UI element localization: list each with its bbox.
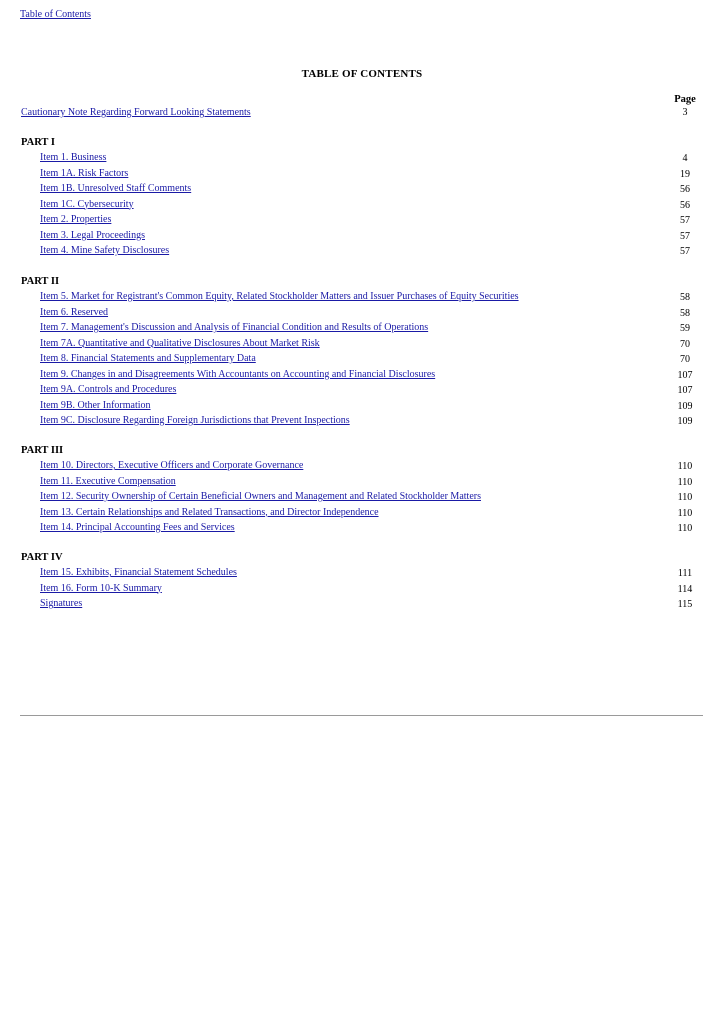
toc-item-link[interactable]: Item 5. Market for Registrant's Common Equity, Related Stockholder Matters and Issuer Purchases of Equity Securities bbox=[40, 291, 519, 302]
toc-item-link[interactable]: Item 9C. Disclosure Regarding Foreign Jurisdictions that Prevent Inspections bbox=[40, 415, 350, 426]
toc-item-link[interactable]: Item 9. Changes in and Disagreements With Accountants on Accounting and Financial Disclosures bbox=[40, 368, 436, 380]
toc-page-number: 3 bbox=[682, 107, 688, 118]
toc-page-number: 58 bbox=[680, 307, 690, 319]
toc-page-number: 70 bbox=[680, 354, 690, 365]
toc-page-number: 107 bbox=[677, 385, 693, 396]
toc-item-link[interactable]: Item 11. Executive Compensation bbox=[40, 475, 176, 487]
toc-page-number: 111 bbox=[677, 568, 693, 579]
table-of-contents-link[interactable]: Table of Contents bbox=[20, 9, 91, 20]
toc-page-number: 70 bbox=[680, 338, 690, 350]
toc-page-number: 110 bbox=[677, 507, 693, 519]
part-heading: PART I bbox=[21, 137, 55, 148]
toc-page-number: 109 bbox=[677, 416, 693, 427]
page-title: TABLE OF CONTENTS bbox=[301, 68, 423, 80]
toc-page-number: 57 bbox=[680, 215, 690, 226]
page-column-header: Page bbox=[674, 94, 696, 105]
toc-page-number: 4 bbox=[682, 153, 688, 164]
toc-item-link[interactable]: Item 8. Financial Statements and Supplementary Data bbox=[40, 353, 256, 364]
toc-page-number: 110 bbox=[677, 476, 693, 488]
page-divider bbox=[20, 715, 703, 716]
toc-item-link[interactable]: Item 13. Certain Relationships and Related Transactions, and Director Independence bbox=[40, 506, 379, 518]
toc-page-number: 59 bbox=[680, 323, 690, 334]
toc-item-link[interactable]: Item 3. Legal Proceedings bbox=[40, 229, 145, 241]
toc-page-number: 19 bbox=[680, 168, 690, 180]
toc-page-number: 107 bbox=[677, 369, 693, 381]
toc-item-link[interactable]: Item 7. Management's Discussion and Analysis of Financial Condition and Results of Operations bbox=[40, 322, 429, 333]
toc-item-link[interactable]: Item 14. Principal Accounting Fees and Services bbox=[40, 522, 235, 533]
toc-page-number: 56 bbox=[680, 184, 690, 195]
toc-item-link[interactable]: Item 6. Reserved bbox=[40, 306, 109, 318]
toc-item-link[interactable]: Item 9A. Controls and Procedures bbox=[40, 384, 177, 395]
toc-page-number: 109 bbox=[677, 400, 693, 412]
toc-link-cautionary[interactable]: Cautionary Note Regarding Forward Looking Statements bbox=[21, 107, 251, 118]
toc-item-link[interactable]: Item 9B. Other Information bbox=[40, 399, 151, 411]
toc-page-number: 57 bbox=[680, 246, 690, 257]
part-heading: PART III bbox=[21, 445, 64, 456]
toc-item-link[interactable]: Item 10. Directors, Executive Officers and Corporate Governance bbox=[40, 460, 304, 471]
toc-page-number: 110 bbox=[677, 523, 693, 534]
toc-item-link[interactable]: Signatures bbox=[40, 598, 83, 609]
toc-item-link[interactable]: Item 7A. Quantitative and Qualitative Disclosures About Market Risk bbox=[40, 337, 320, 349]
part-heading: PART IV bbox=[21, 552, 63, 563]
toc-page-number: 115 bbox=[677, 599, 693, 610]
toc-page-number: 114 bbox=[677, 583, 693, 595]
toc-item-link[interactable]: Item 2. Properties bbox=[40, 214, 112, 225]
toc-page-number: 56 bbox=[680, 199, 690, 211]
toc-page-number: 58 bbox=[680, 292, 690, 303]
toc-page-number: 110 bbox=[677, 461, 693, 472]
toc-item-link[interactable]: Item 4. Mine Safety Disclosures bbox=[40, 245, 170, 256]
toc-item-link[interactable]: Item 1. Business bbox=[40, 152, 107, 163]
toc-item-link[interactable]: Item 1A. Risk Factors bbox=[40, 167, 129, 179]
toc-item-link[interactable]: Item 15. Exhibits, Financial Statement Schedules bbox=[40, 567, 237, 578]
toc-item-link[interactable]: Item 16. Form 10-K Summary bbox=[40, 582, 162, 594]
toc-item-link[interactable]: Item 1C. Cybersecurity bbox=[40, 198, 134, 210]
toc-page-number: 110 bbox=[677, 492, 693, 503]
toc-item-link[interactable]: Item 1B. Unresolved Staff Comments bbox=[40, 183, 192, 194]
toc-page-number: 57 bbox=[680, 230, 690, 242]
part-heading: PART II bbox=[21, 276, 60, 287]
toc-item-link[interactable]: Item 12. Security Ownership of Certain Beneficial Owners and Management and Related Stockholder Matters bbox=[40, 491, 481, 502]
